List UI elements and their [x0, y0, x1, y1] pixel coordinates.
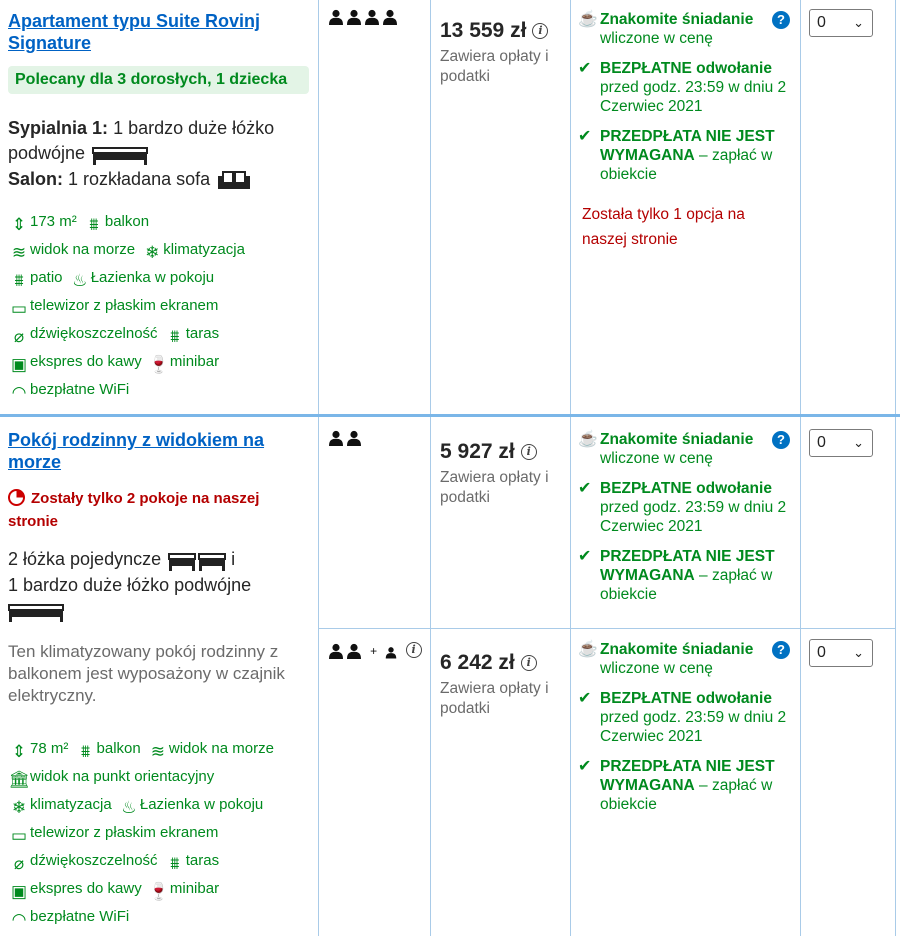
terrace-icon: ⩩ — [170, 854, 180, 873]
room-quantity-select[interactable] — [809, 639, 873, 667]
facility-label: Łazienka w pokoju — [90, 269, 215, 286]
wifi-icon: ◠ — [11, 383, 27, 402]
facility-label: balkon — [96, 740, 141, 757]
bed-value: 1 rozkładana sofa — [68, 168, 211, 189]
breakfast-note: wliczone w cenę — [600, 660, 713, 677]
price — [440, 19, 548, 43]
bed-value: 1 bardzo duże łóżko podwójne — [8, 118, 275, 163]
double-bed-icon — [8, 599, 64, 624]
help-icon[interactable]: ? — [772, 431, 790, 449]
check-icon: ✔ — [578, 758, 592, 775]
help-icon[interactable]: ? — [772, 641, 790, 659]
bed-label: Salon: — [8, 168, 64, 189]
breakfast-title: Znakomite śniadanie — [600, 431, 754, 448]
terrace-icon: ⩩ — [170, 327, 180, 346]
facility-label: widok na morze — [168, 740, 274, 757]
bed-connector: i — [231, 549, 236, 569]
minibar-icon: 🍷 — [148, 882, 170, 901]
bed-configuration — [8, 547, 308, 624]
facility-label: ekspres do kawy — [30, 353, 142, 370]
facility-label: 173 m² — [30, 213, 77, 230]
snowflake-icon: ❄ — [11, 798, 27, 817]
patio-icon: ⩩ — [14, 271, 24, 290]
cancellation-bold: BEZPŁATNE odwołanie — [600, 480, 772, 497]
breakfast-title: Znakomite śniadanie — [600, 641, 754, 658]
coffee-icon: ☕ — [578, 641, 598, 658]
facility-label: dźwiękoszczelność — [30, 325, 158, 342]
availability-note: Została tylko 1 opcja na naszej stronie — [582, 206, 745, 248]
check-icon: ✔ — [578, 60, 592, 77]
facility-label: bezpłatne WiFi — [30, 381, 130, 398]
prepayment-bold: PRZEDPŁATA NIE JEST WYMAGANA — [600, 758, 775, 794]
cancellation-text: przed godz. 23:59 w dniu 2 Czerwiec 2021 — [600, 709, 787, 745]
breakfast-note: wliczone w cenę — [600, 30, 713, 47]
occupancy — [328, 642, 422, 660]
landmark-icon: 🏛 — [8, 770, 30, 789]
recommended-badge: Polecany dla 3 dorosłych, 1 dziecka — [8, 66, 309, 94]
coffee-icon: ☕ — [578, 11, 598, 28]
taxes-note: Zawiera opłaty i podatki — [440, 680, 549, 717]
tv-icon: ▭ — [10, 299, 28, 318]
occupancy-plus: + — [370, 644, 378, 658]
taxes-note: Zawiera opłaty i podatki — [440, 48, 549, 85]
chevron-down-icon: ⌄ — [853, 645, 864, 660]
facility-label: klimatyzacja — [30, 796, 112, 813]
single-bed-icon — [198, 548, 226, 573]
facility-label: Łazienka w pokoju — [139, 796, 264, 813]
coffee-machine-icon: ▣ — [10, 882, 28, 901]
info-icon[interactable]: i — [521, 444, 537, 460]
breakfast-note: wliczone w cenę — [600, 450, 713, 467]
scarcity-text: Zostały tylko 2 pokoje na naszej stronie — [8, 490, 260, 530]
sea-view-icon: ≋ — [11, 243, 27, 262]
facility-label: widok na morze — [30, 241, 136, 258]
area-icon: ⇕ — [11, 742, 27, 761]
facilities-list — [8, 735, 313, 931]
room-title-link[interactable]: Apartament typu Suite Rovinj Signature — [8, 11, 261, 53]
help-icon[interactable]: ? — [772, 11, 790, 29]
area-icon: ⇕ — [11, 215, 27, 234]
minibar-icon: 🍷 — [148, 355, 170, 374]
prepayment-text: – zapłać w obiekcie — [600, 777, 773, 813]
child-icon — [383, 642, 399, 660]
sea-view-icon: ≋ — [150, 742, 166, 761]
balcony-icon: ⩩ — [80, 742, 91, 761]
occupancy-icons — [328, 429, 364, 447]
cancellation-text: przed godz. 23:59 w dniu 2 Czerwiec 2021 — [600, 499, 787, 535]
bed-value: 1 bardzo duże łóżko podwójne — [8, 574, 252, 595]
facility-label: minibar — [169, 880, 220, 897]
room-quantity-select[interactable] — [809, 9, 873, 37]
room-title-link[interactable]: Pokój rodzinny z widokiem na morze — [8, 430, 265, 472]
prepayment-bold: PRZEDPŁATA NIE JEST WYMAGANA — [600, 128, 775, 164]
coffee-icon: ☕ — [578, 431, 598, 448]
facility-label: ekspres do kawy — [30, 880, 142, 897]
check-icon: ✔ — [578, 128, 592, 145]
facilities-list — [8, 208, 313, 404]
room-quantity-select[interactable] — [809, 429, 873, 457]
occupancy — [328, 8, 400, 26]
facility-label: taras — [185, 325, 220, 342]
soundproof-icon: ⌀ — [13, 854, 25, 873]
facility-label: taras — [185, 852, 220, 869]
facility-label: 78 m² — [30, 740, 69, 757]
prepayment-text: – zapłać w obiekcie — [600, 567, 773, 603]
facility-label: minibar — [169, 353, 220, 370]
room-block-suite — [0, 0, 900, 414]
breakfast-title: Znakomite śniadanie — [600, 11, 754, 28]
chevron-down-icon: ⌄ — [853, 15, 864, 30]
facility-label: dźwiękoszczelność — [30, 852, 158, 869]
price-value: 13 559 zł — [440, 19, 527, 42]
price — [440, 651, 537, 675]
facility-label: balkon — [104, 213, 150, 230]
info-icon[interactable]: i — [406, 642, 422, 658]
occupancy — [328, 429, 364, 447]
room-block-family — [0, 414, 900, 936]
sofa-icon — [217, 168, 251, 193]
price — [440, 440, 537, 464]
facility-label: widok na punkt orientacyjny — [30, 768, 215, 785]
info-icon[interactable]: i — [521, 655, 537, 671]
cancellation-text: przed godz. 23:59 w dniu 2 Czerwiec 2021 — [600, 79, 787, 115]
chevron-down-icon: ⌄ — [853, 435, 864, 450]
facility-label: telewizor z płaskim ekranem — [30, 297, 219, 314]
select-value: 0 — [817, 14, 826, 31]
facility-label: klimatyzacja — [163, 241, 245, 258]
conditions — [578, 430, 798, 615]
soundproof-icon: ⌀ — [13, 327, 25, 346]
bed-label: Sypialnia 1: — [8, 118, 109, 138]
check-icon: ✔ — [578, 480, 592, 497]
price-value: 6 242 zł — [440, 651, 515, 674]
snowflake-icon: ❄ — [145, 243, 160, 262]
bath-icon: ♨ — [72, 271, 88, 290]
double-bed-icon — [92, 142, 148, 167]
bath-icon: ♨ — [121, 798, 137, 817]
prepayment-text: – zapłać w obiekcie — [600, 147, 773, 183]
taxes-note: Zawiera opłaty i podatki — [440, 469, 549, 506]
facility-label: telewizor z płaskim ekranem — [30, 824, 219, 841]
timer-icon — [8, 489, 25, 506]
price-value: 5 927 zł — [440, 440, 515, 463]
facility-label: bezpłatne WiFi — [30, 908, 130, 925]
coffee-machine-icon: ▣ — [10, 355, 28, 374]
conditions — [578, 640, 798, 825]
cancellation-bold: BEZPŁATNE odwołanie — [600, 60, 772, 77]
check-icon: ✔ — [578, 548, 592, 565]
wifi-icon: ◠ — [11, 910, 27, 929]
bed-value: 2 łóżka pojedyncze — [8, 549, 162, 569]
bed-configuration — [8, 116, 308, 193]
tv-icon: ▭ — [10, 826, 28, 845]
facility-label: patio — [30, 269, 63, 286]
occupancy-icons — [328, 642, 364, 660]
select-value: 0 — [817, 434, 826, 451]
occupancy-icons — [328, 8, 400, 26]
single-bed-icon — [168, 548, 196, 573]
conditions — [578, 10, 798, 195]
cancellation-bold: BEZPŁATNE odwołanie — [600, 690, 772, 707]
balcony-icon: ⩩ — [89, 215, 99, 234]
scarcity-warning — [8, 487, 308, 533]
room-description: Ten klimatyzowany pokój rodzinny z balkonem jest wyposażony w czajnik elektryczny. — [8, 642, 285, 705]
prepayment-bold: PRZEDPŁATA NIE JEST WYMAGANA — [600, 548, 775, 584]
select-value: 0 — [817, 644, 826, 661]
info-icon[interactable]: i — [532, 23, 548, 39]
check-icon: ✔ — [578, 690, 592, 707]
